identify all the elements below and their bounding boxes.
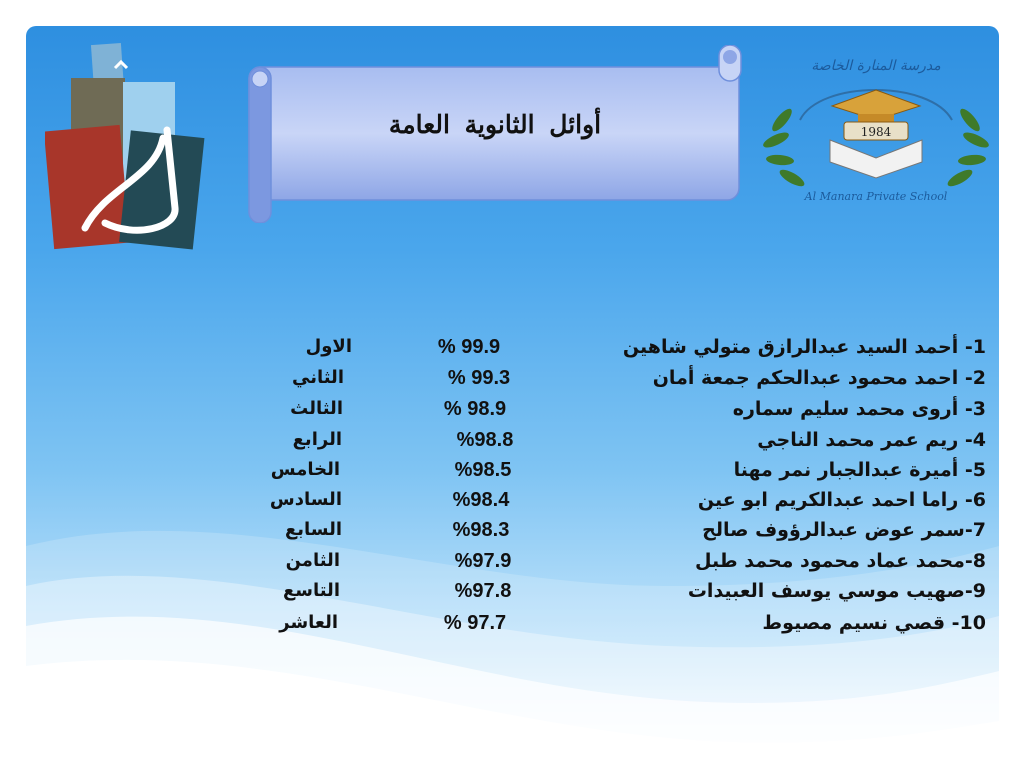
student-rank: الثامن <box>285 550 340 571</box>
student-score: %98.4 <box>452 489 510 511</box>
emblem-english-name: Al Manara Private School <box>804 190 948 203</box>
student-row <box>0 550 1024 578</box>
student-name: 1- أحمد السيد عبدالرازق متولي شاهين <box>622 336 986 358</box>
emblem-year: 1984 <box>860 125 892 139</box>
student-rank: السادس <box>269 489 342 510</box>
student-name: 3- أروى محمد سليم سماره <box>732 398 986 420</box>
student-name: 2- احمد محمود عبدالحكم جمعة أمان <box>652 367 986 389</box>
student-rank: السابع <box>284 519 342 540</box>
student-score: % 97.7 <box>443 612 507 634</box>
student-score: % 99.3 <box>447 367 511 389</box>
student-score: % 99.9 <box>437 336 501 358</box>
student-row <box>0 459 1024 487</box>
student-name: 4- ريم عمر محمد الناجي <box>757 429 986 451</box>
student-name: 9-صهيب موسي يوسف العبيدات <box>687 580 986 602</box>
student-rank: الاول <box>305 336 352 357</box>
student-rank: الخامس <box>270 459 340 480</box>
student-score: %98.3 <box>452 519 510 541</box>
student-score: %97.9 <box>454 550 512 572</box>
student-score: %98.5 <box>454 459 512 481</box>
book-logo-icon <box>45 38 205 253</box>
page-title: أوائل الثانوية العامة <box>388 110 602 139</box>
student-row <box>0 367 1024 395</box>
student-score: % 98.9 <box>443 398 507 420</box>
student-name: 7-سمر عوض عبدالرؤوف صالح <box>702 519 986 541</box>
school-emblem-logo <box>760 40 992 220</box>
student-name: 10- قصي نسيم مصيوط <box>762 612 986 634</box>
student-row <box>0 489 1024 517</box>
student-row <box>0 429 1024 457</box>
student-name: 5- أميرة عبدالجبار نمر مهنا <box>733 459 986 481</box>
student-rank: الثاني <box>291 367 344 388</box>
student-row <box>0 336 1024 364</box>
student-row <box>0 398 1024 426</box>
student-name: 8-محمد عماد محمود محمد طبل <box>695 550 986 572</box>
emblem-arabic-name: مدرسة المنارة الخاصة <box>811 58 941 74</box>
student-row <box>0 580 1024 608</box>
student-score: %97.8 <box>454 580 512 602</box>
student-name: 6- راما احمد عبدالكريم ابو عين <box>697 489 986 511</box>
student-rank: العاشر <box>279 612 338 633</box>
student-row <box>0 519 1024 547</box>
student-rank: الرابع <box>292 429 342 450</box>
student-rank: التاسع <box>282 580 340 601</box>
student-score: %98.8 <box>456 429 514 451</box>
student-row <box>0 612 1024 640</box>
student-rank: الثالث <box>290 398 343 419</box>
